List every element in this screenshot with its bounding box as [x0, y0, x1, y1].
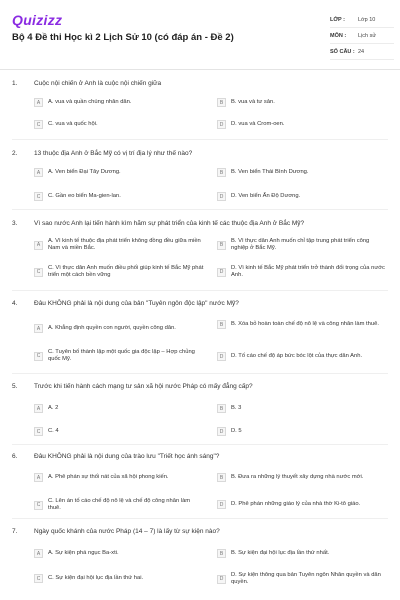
- question-number: 3.: [12, 220, 18, 227]
- option-text: A. 2: [48, 405, 59, 411]
- option-text: D. Ven biển Ấn Độ Dương.: [231, 193, 301, 199]
- question-text: Ngày quốc khánh của nước Pháp (14 – 7) là lấy từ sự kiện nào?: [34, 528, 220, 535]
- option-d[interactable]: [217, 120, 387, 129]
- option-d[interactable]: [217, 427, 387, 436]
- option-b[interactable]: [217, 473, 387, 482]
- meta-row-grade: [330, 12, 394, 28]
- option-text: A. Khẳng định quyền con người, quyền công dân.: [48, 325, 176, 331]
- option-text: C. vua và quốc hội.: [48, 121, 98, 127]
- option-d[interactable]: [217, 265, 387, 279]
- option-text: A. Phê phán sự thối nát của xã hội phong kiến.: [48, 474, 169, 480]
- option-letter-box: A: [34, 98, 43, 107]
- meta-label: SỐ CÂU :: [330, 48, 355, 55]
- question-separator: [12, 518, 388, 519]
- option-a[interactable]: [34, 168, 204, 177]
- question-number: 5.: [12, 383, 18, 390]
- option-letter-box: D: [217, 192, 226, 201]
- option-text: B. 3: [231, 405, 242, 411]
- option-c[interactable]: [34, 120, 204, 129]
- question-separator: [12, 444, 388, 445]
- option-a[interactable]: [34, 549, 204, 558]
- option-text: C. Vì thực dân Anh muốn điều phối giúp kinh tế Bắc Mỹ phát triển một cách bền vững: [48, 265, 204, 278]
- question-text: Cuộc nội chiến ở Anh là cuộc nội chiến giữa: [34, 80, 162, 87]
- question-separator: [12, 373, 388, 374]
- option-text: B. Vì thực dân Anh muốn chỉ tập trung phát triển công nghiệp ở Bắc Mỹ.: [231, 238, 370, 251]
- option-letter-box: A: [34, 473, 43, 482]
- meta-value: Lớp 10: [358, 16, 376, 23]
- option-text: D. vua và Crom-oen.: [231, 121, 285, 127]
- option-letter-box: A: [34, 549, 43, 558]
- document-header: [0, 0, 400, 70]
- option-text: D. 5: [231, 428, 242, 434]
- option-letter-box: B: [217, 320, 226, 329]
- meta-value: 24: [358, 48, 365, 55]
- option-letter-box: D: [217, 120, 226, 129]
- option-text: D. Tố cáo chế độ áp bức bóc lột của thực dân Anh.: [231, 353, 363, 359]
- question-number: 4.: [12, 300, 18, 307]
- option-letter-box: D: [217, 352, 226, 361]
- option-text: A. Ven biển Đại Tây Dương.: [48, 169, 121, 175]
- question-separator: [12, 139, 388, 140]
- meta-label: LỚP :: [330, 16, 345, 23]
- option-d[interactable]: [217, 192, 387, 201]
- option-text: B. vua và tư sản.: [231, 99, 275, 105]
- option-a[interactable]: [34, 473, 204, 482]
- option-letter-box: D: [217, 427, 226, 436]
- option-letter-box: B: [217, 98, 226, 107]
- option-text: C. Tuyên bố thành lập một quốc gia độc lập – Hợp chủng quốc Mỹ.: [48, 349, 195, 362]
- option-text: C. Gần eo biển Ma-gien-lan.: [48, 193, 121, 199]
- option-letter-box: C: [34, 574, 43, 583]
- option-letter-box: C: [34, 120, 43, 129]
- meta-label: MÔN :: [330, 32, 347, 39]
- question-separator: [12, 290, 388, 291]
- option-text: B. Sự kiện đại hội lục địa lần thứ nhất.: [231, 550, 330, 556]
- option-letter-box: A: [34, 168, 43, 177]
- option-text: B. Ven biển Thái Bình Dương.: [231, 169, 309, 175]
- option-letter-box: B: [217, 168, 226, 177]
- option-c[interactable]: [34, 192, 204, 201]
- option-text: D. Vì kinh tế Bắc Mỹ phát triển trở thành đối trọng của nước Anh.: [231, 265, 385, 278]
- option-letter-box: C: [34, 192, 43, 201]
- option-d[interactable]: [217, 352, 387, 361]
- meta-row-count: [330, 44, 394, 60]
- option-letter-box: B: [217, 404, 226, 413]
- question-separator: [12, 209, 388, 210]
- option-b[interactable]: [217, 168, 387, 177]
- question-text: Trước khi tiến hành cách mạng tư sản xã hội nước Pháp có mấy đẳng cấp?: [34, 383, 253, 390]
- option-letter-box: B: [217, 473, 226, 482]
- option-b[interactable]: [217, 238, 387, 252]
- option-text: A. Sự kiện phá ngục Ba-xti.: [48, 550, 119, 556]
- option-letter-box: C: [34, 427, 43, 436]
- option-c[interactable]: [34, 574, 204, 583]
- option-c[interactable]: [34, 498, 204, 512]
- option-b[interactable]: [217, 404, 387, 413]
- option-text: C. Lên án tố cáo chế độ nô lệ và chế độ công nhân làm thuê.: [48, 498, 191, 511]
- question-number: 2.: [12, 150, 18, 157]
- option-letter-box: A: [34, 241, 43, 250]
- option-b[interactable]: [217, 98, 387, 107]
- option-text: D. Sự kiện thông qua bản Tuyên ngôn Nhân quyền và dân quyền.: [231, 572, 381, 585]
- question-text: Vì sao nước Anh lại tiến hành kìm hãm sự phát triển của kinh tế các thuộc địa Anh ở Bắc Mỹ?: [34, 220, 305, 227]
- option-letter-box: B: [217, 241, 226, 250]
- question-number: 1.: [12, 80, 18, 87]
- option-text: C. 4: [48, 428, 59, 434]
- option-d[interactable]: [217, 500, 387, 509]
- question-number: 7.: [12, 528, 18, 535]
- option-letter-box: A: [34, 324, 43, 333]
- option-letter-box: D: [217, 575, 226, 584]
- meta-value: Lịch sử: [358, 32, 377, 39]
- option-c[interactable]: [34, 349, 204, 363]
- option-letter-box: A: [34, 404, 43, 413]
- meta-row-subject: [330, 28, 394, 44]
- option-letter-box: D: [217, 268, 226, 277]
- option-text: A. Vì kinh tế thuộc địa phát triển không đồng đều giữa miền Nam và miền Bắc.: [48, 238, 201, 251]
- option-text: B. Xóa bỏ hoàn toàn chế độ nô lệ và công nhân làm thuê.: [231, 321, 379, 327]
- option-b[interactable]: [217, 549, 387, 558]
- question-text: Đâu KHÔNG phải là nội dung của trào lưu "Triết học ánh sáng"?: [34, 453, 220, 460]
- option-a[interactable]: [34, 98, 204, 107]
- meta-table: [330, 12, 394, 60]
- option-text: A. vua và quần chúng nhân dân.: [48, 99, 132, 105]
- option-letter-box: C: [34, 268, 43, 277]
- option-a[interactable]: [34, 238, 204, 252]
- option-letter-box: C: [34, 501, 43, 510]
- option-letter-box: B: [217, 549, 226, 558]
- option-c[interactable]: [34, 427, 204, 436]
- option-c[interactable]: [34, 265, 204, 279]
- question-number: 6.: [12, 453, 18, 460]
- question-text: Đâu KHÔNG phải là nội dung của bản "Tuyên ngôn độc lập" nước Mỹ?: [34, 300, 239, 307]
- option-a[interactable]: [34, 404, 204, 413]
- quizizz-logo: Quizizz: [12, 12, 63, 28]
- question-text: 13 thuộc địa Anh ở Bắc Mỹ có vị trí địa lý như thế nào?: [34, 150, 193, 157]
- option-text: B. Đưa ra những lý thuyết xây dựng nhà nước mới.: [231, 474, 364, 480]
- option-d[interactable]: [217, 572, 387, 586]
- option-b[interactable]: [217, 320, 387, 329]
- option-letter-box: C: [34, 352, 43, 361]
- option-text: C. Sự kiện đại hội lục địa lần thứ hai.: [48, 575, 144, 581]
- option-text: D. Phê phán những giáo lý của nhà thờ Ki-tô giáo.: [231, 501, 361, 507]
- document-title: Bộ 4 Đề thi Học kì 2 Lịch Sử 10 (có đáp án - Đề 2): [12, 32, 234, 43]
- option-letter-box: D: [217, 500, 226, 509]
- option-a[interactable]: [34, 324, 204, 333]
